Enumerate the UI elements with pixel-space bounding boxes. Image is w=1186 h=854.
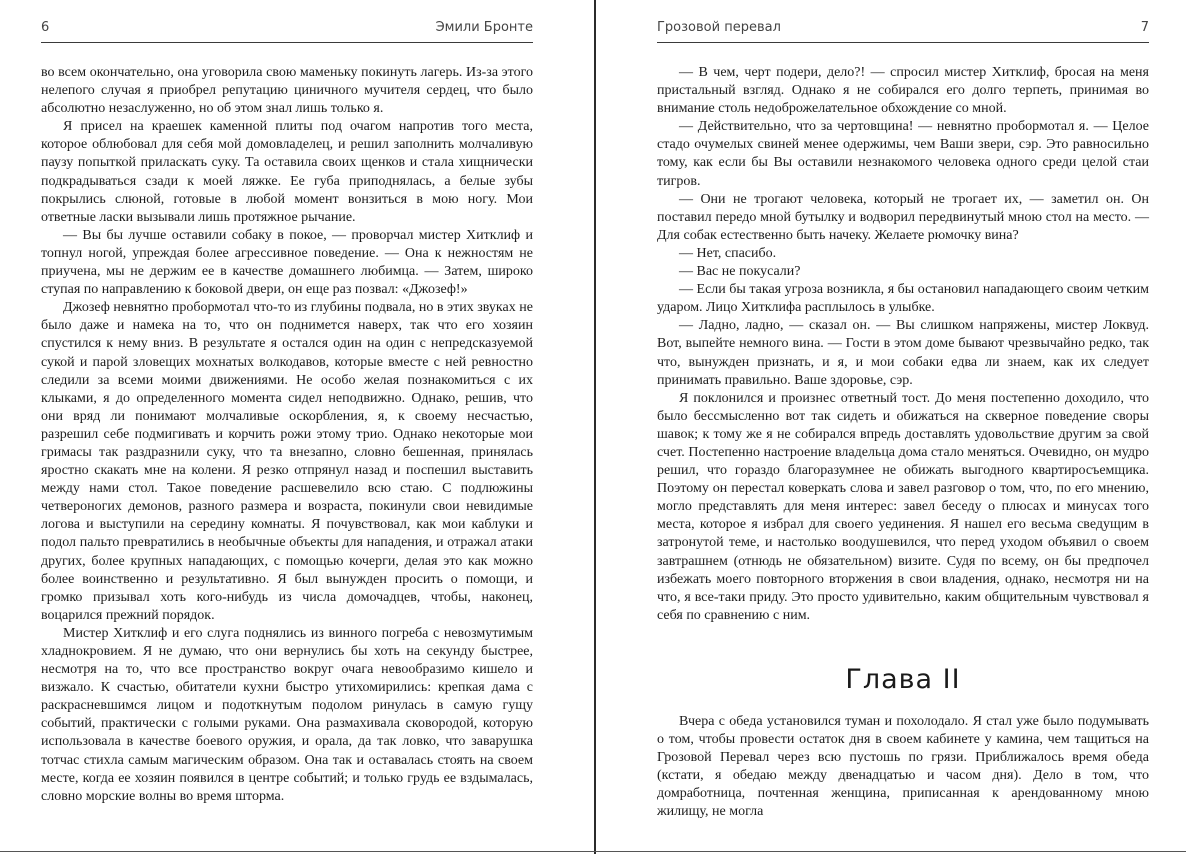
- paragraph: Вчера с обеда установился туман и похолодало. Я стал уже было подумывать о том, чтобы провести остаток дня в своем кабинете у камина, чем тащиться на Грозовой Перевал через всю пустошь по грязи. Приближалось время обеда (кстати, я обедаю между двенадцатью и часом дня). Дело в том, что домработница, почтенная женщина, приписанная к арендованному мною жилищу, не могла: [657, 714, 1149, 820]
- page-number: 7: [1140, 20, 1149, 35]
- page-number: 6: [41, 20, 50, 35]
- paragraph: — Действительно, что за чертовщина! — невнятно пробормотал я. — Целое стадо очумелых свиней менее одержимы, чем Ваши звери, сэр. Это равносильно тому, как если бы Вы оставили незнакомого человека одного среди целой стаи тигров.: [657, 119, 1149, 189]
- paragraph: — Вас не покусали?: [679, 264, 801, 280]
- paragraph: — Нет, спасибо.: [679, 245, 777, 261]
- paragraph: во всем окончательно, она уговорила свою маменьку покинуть лагерь. Из-за этого нелепого случая я приобрел репутацию циничного мучителя сердец, что было абсолютно незаслуженно, но об этом знал лишь только я.: [41, 65, 533, 117]
- chapter-title: Глава II: [845, 664, 961, 695]
- bottom-rule: [0, 851, 1186, 852]
- paragraph: — Ладно, ладно, — сказал он. — Вы слишком напряжены, мистер Локвуд. Вот, выпейте немного вина. — Гости в этом доме бывают чрезвычайно редко, так что, вынужден признать, и я, и мои собаки едва ли знаем, как их следует принимать правильно. Ваше здоровье, сэр.: [657, 318, 1149, 388]
- paragraph: — Если бы такая угроза возникла, я бы остановил нападающего своим четким ударом. Лицо Хитклифа расплылось в улыбке.: [657, 282, 1149, 316]
- body-text: [657, 64, 1149, 625]
- page-header: [41, 20, 533, 43]
- paragraph: Я поклонился и произнес ответный тост. До меня постепенно доходило, что было бессмысленно вот так сидеть и обижаться на скверное поведение своры шавок; к тому же я не собирался впредь доставлять удовольствие другим за свой счет. Постепенно настроение владельца дома стало меняться. Очевидно, он мудро решил, что гораздо благоразумнее не обижать выгодного квартиросъемщика. Поэтому он перестал коверкать слова и завел разговор о том, что, по его мнению, могло представлять для меня интерес: завел беседу о плюсах и минусах того места, которое я избрал для своего уединения. Я нашел его весьма сведущим в затронутой теме, и настолько воодушевился, что перед уходом объявил о своем завтрашнем (отнюдь не обязательном) визите. Судя по всему, он бы предпочел избежать моего повторного вторжения в свои владения, однако, несмотря ни на что, я все-таки приду. Это просто удивительно, каким общительным чувствовал я себя по сравнению с ним.: [657, 390, 1149, 623]
- running-head: Эмили Бронте: [435, 20, 533, 35]
- paragraph: Мистер Хитклиф и его слуга поднялись из винного погреба с невозмутимым хладнокровием. Я не думаю, что они вернулись бы хоть на секунду быстрее, несмотря на то, что все пространство вокруг очага невообразимо кишело и визжало. К счастью, обитатели кухни быстро утихомирились: крепкая дама с раскрасневшимся лицом и подоткнутым подолом ринулась в самую гущу событий, практически с голыми руками. Она размахивала сковородой, которую использовала в качестве боевого оружия, и орала, да так ловко, что заварушка тотчас стихла самым магическим образом. Она так и оставалась стоять на своем месте, когда ее хозяин появился в центре событий; и только грудь ее вздымалась, словно морские волны во время шторма.: [41, 625, 533, 804]
- chapter-body-text: [657, 713, 1149, 822]
- body-text: [41, 64, 533, 806]
- paragraph: — Вы бы лучше оставили собаку в покое, — проворчал мистер Хитклиф и топнул ногой, упреждая более агрессивное поведение. — Она к нежностям не приучена, мы не держим ее в качестве домашнего любимца. — Затем, широко ступая по направлению к боковой двери, он еще раз позвал: «Джозеф!»: [41, 227, 533, 298]
- running-head: Грозовой перевал: [657, 20, 781, 35]
- page-header: [657, 20, 1149, 43]
- right-page: [597, 0, 1186, 854]
- book-spine: [594, 0, 596, 854]
- paragraph: — Они не трогают человека, который не трогает их, — заметил он. Он поставил передо мной бутылку и водворил передвинутый мною стол на место. — Для собак естественно быть начеку. Желаете рюмочку вина?: [657, 191, 1149, 243]
- paragraph: — В чем, черт подери, дело?! — спросил мистер Хитклиф, бросая на меня пристальный взгляд. Однако я не собирался его долго терпеть, принимая во внимание столь недоброжелательное обхождение со мной.: [657, 65, 1149, 117]
- paragraph: Я присел на краешек каменной плиты под очагом напротив того места, которое облюбовал для себя мой домовладелец, и решил заполнить молчаливую паузу попыткой приласкать суку. Та оставила своих щенков и стала хищнически подкрадываться сзади к моей ляжке. Ее губа приподнялась, а белые зубы покрылись слюной, готовые в любой момент вонзиться в мою ногу. Мои ответные ласки вызывали лишь протяжное рычание.: [41, 119, 533, 225]
- paragraph: Джозеф невнятно пробормотал что-то из глубины подвала, но в этих звуках не было даже и намека на то, что он поднимется наверх, так что его хозяин спустился к нему вниз. В результате я остался один на один с непредсказуемой сукой и парой зловещих мохнатых волкодавов, которые вместе с ней ревностно следили за всеми моими движениями. Не особо желая познакомиться с их клыками, я до определенного момента сидел неподвижно. Однако, решив, что они вряд ли понимают молчаливые оскорбления, я, к своему несчастью, разрешил себе подмигивать и корчить рожи этому трио. Однако некоторые мои гримасы так раздразнили суку, что та внезапно, словно бешенная, принялась яростно скакать мне на колени. Я резко отпрянул назад и поспешил выставить между нами стол. Такое поведение расшевелило всю стаю. С подлюжины четвероногих демонов, разного размера и возраста, покинули свои невидимые логова и выступили на середину комнаты. Я почувствовал, как мои каблуки и подол пальто превратились в необычные объекты для нападения, и отражал атаки других, более крупных нападающих, с помощью кочерги, делая это как можно более воинственно и результативно. Я был вынужден просить о помощи, и громко призывал хоть кого-нибудь из числа домочадцев, чтобы, наконец, воцарился прежний порядок.: [41, 300, 533, 623]
